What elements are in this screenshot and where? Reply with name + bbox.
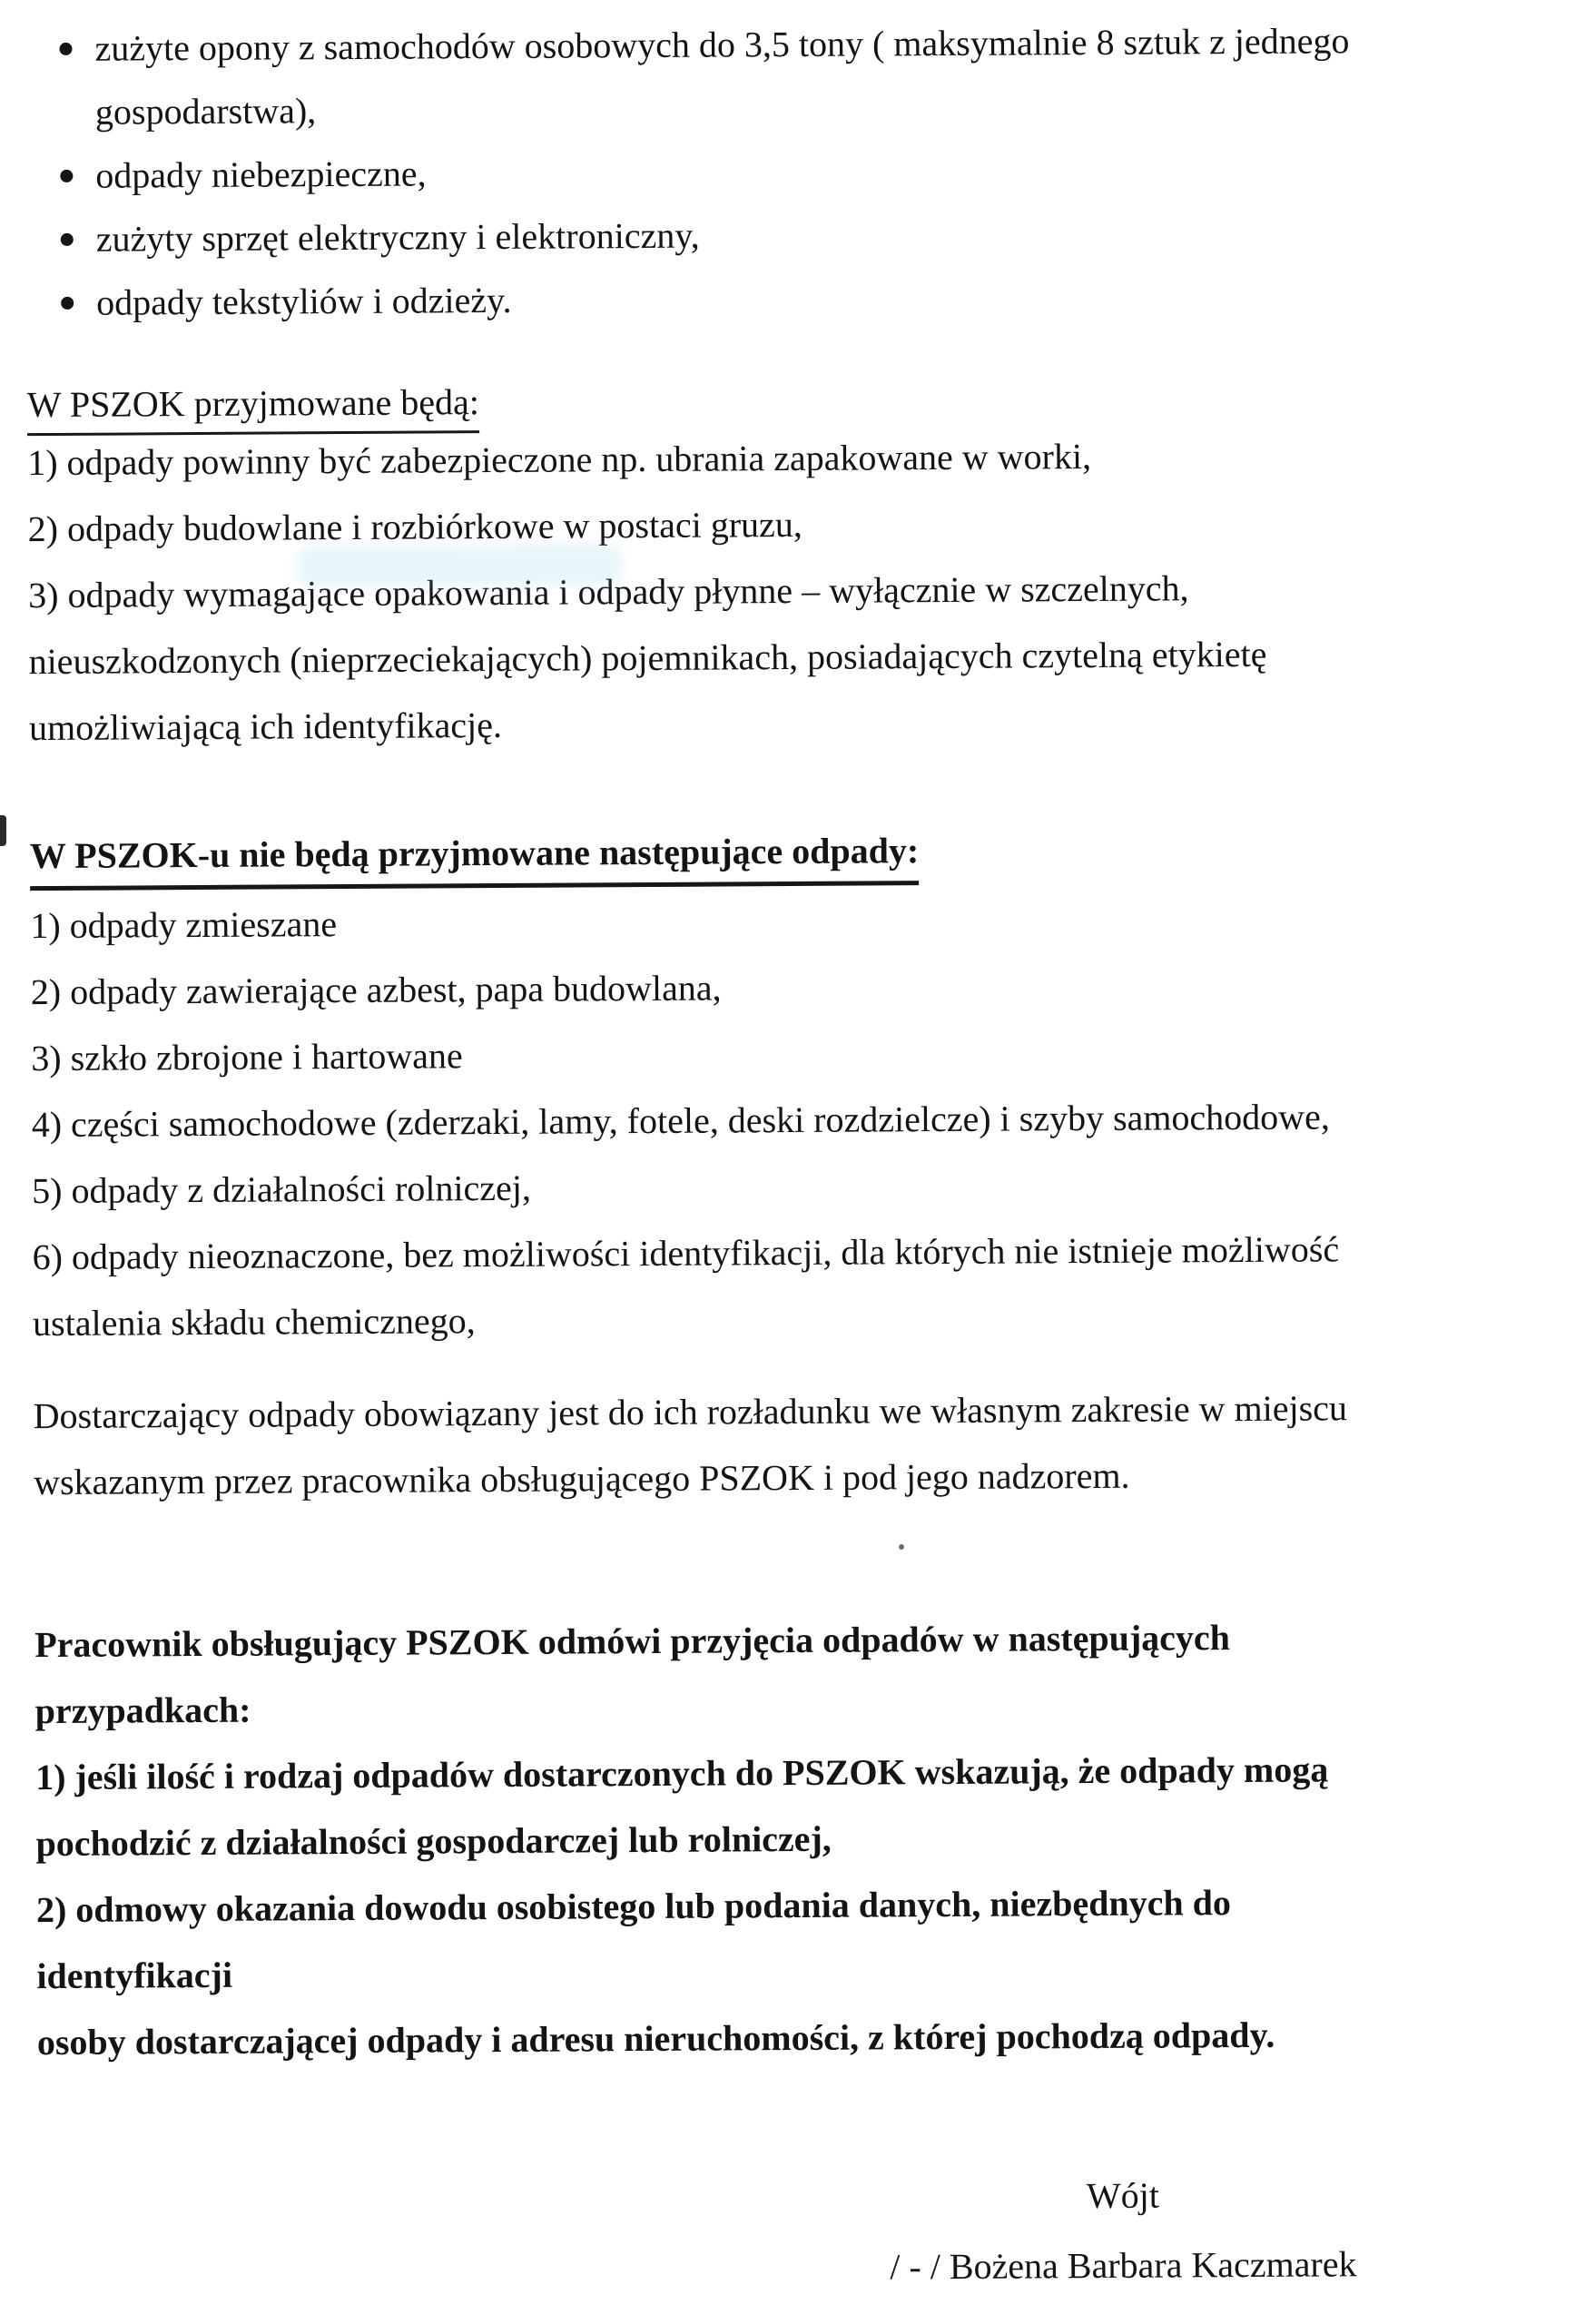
document-line: 1) jeśli ilość i rodzaj odpadów dostarczonych do PSZOK wskazują, że odpady mogą xyxy=(34,1748,1329,1798)
document-line: wskazanym przez pracownika obsługującego PSZOK i pod jego nadzorem. xyxy=(34,1454,1130,1503)
section-not-accepted-body xyxy=(30,884,1340,1356)
bullet-icon xyxy=(59,43,72,55)
scan-dot-artifact xyxy=(899,1544,904,1550)
document-line: 4) części samochodowe (zderzaki, lamy, fotele, deski rozdzielcze) i szyby samochodowe, xyxy=(31,1096,1330,1146)
document-line: 2) odpady budowlane i rozbiórkowe w postaci gruzu, xyxy=(27,503,802,550)
bullet-text-line: zużyty sprzęt elektryczny i elektroniczny, xyxy=(95,214,700,260)
document-line: 6) odpady nieoznaczone, bez możliwości identyfikacji, dla których nie istnieje możliwość xyxy=(32,1228,1340,1278)
signature-block xyxy=(869,2159,1378,2301)
list-item xyxy=(25,136,1350,208)
document-line: 5) odpady z działalności rolniczej, xyxy=(32,1167,532,1212)
document-line: 3) szkło zbrojone i hartowane xyxy=(31,1035,463,1079)
document-line: przypadkach: xyxy=(34,1689,251,1732)
bullet-text-line: odpady niebezpieczne, xyxy=(95,153,427,196)
document-line: 2) odpady zawierające azbest, papa budowlana, xyxy=(30,967,722,1013)
document-line: identyfikacji xyxy=(36,1954,233,1997)
bullet-text-line: zużyte opony z samochodów osobowych do 3,5 tony ( maksymalnie 8 sztuk z jednego xyxy=(94,20,1350,69)
unloading-paragraph xyxy=(33,1374,1347,1515)
document-line: 3) odpady wymagające opakowania i odpady płynne – wyłącznie w szczelnych, xyxy=(28,567,1189,616)
list-item xyxy=(25,9,1350,144)
signature-name: / - / Bożena Barbara Kaczmarek xyxy=(890,2243,1357,2288)
document-line: umożliwiającą ich identyfikację. xyxy=(28,704,503,749)
document-line: 1) odpady powinny być zabezpieczone np. ubrania zapakowane w worki, xyxy=(27,436,1092,484)
section-heading-not-accepted-text: W PSZOK-u nie będą przyjmowane następujące odpady: xyxy=(30,825,920,891)
intro-bullet-list xyxy=(25,9,1351,335)
document-line: 2) odmowy okazania dowodu osobistego lub podania danych, niezbędnych do xyxy=(35,1882,1232,1931)
bullet-icon xyxy=(61,233,74,246)
bullet-icon xyxy=(61,297,74,310)
scan-smudge-artifact xyxy=(296,544,623,587)
bullet-text-line: gospodarstwa), xyxy=(94,90,317,133)
document-line: Pracownik obsługujący PSZOK odmówi przyjęcia odpadów w następujących xyxy=(34,1617,1231,1666)
list-item xyxy=(26,200,1351,271)
document-line: osoby dostarczającej odpady i adresu nieruchomości, z której pochodzą odpady. xyxy=(36,2014,1275,2063)
document-line: pochodzić z działalności gospodarczej lub rolniczej, xyxy=(35,1817,832,1865)
document-line: nieuszkodzonych (nieprzeciekających) pojemnikach, posiadających czytelną etykietę xyxy=(28,633,1267,683)
signature-title: Wójt xyxy=(1086,2174,1160,2217)
scan-edge-artifact xyxy=(0,815,6,846)
list-item xyxy=(26,263,1351,335)
bullet-icon xyxy=(60,170,73,182)
document-line: ustalenia składu chemicznego, xyxy=(32,1300,476,1344)
refusal-section xyxy=(34,1603,1330,2075)
section-accepted-body xyxy=(27,422,1267,761)
section-heading-not-accepted xyxy=(30,817,920,891)
bullet-text-line: odpady tekstyliów i odzieży. xyxy=(96,279,512,323)
document-line: Dostarczający odpady obowiązany jest do ich rozładunku we własnym zakresie w miejscu xyxy=(33,1387,1348,1437)
section-heading-accepted-text: W PSZOK przyjmowane będą: xyxy=(27,377,479,436)
document-line: 1) odpady zmieszane xyxy=(30,903,338,947)
